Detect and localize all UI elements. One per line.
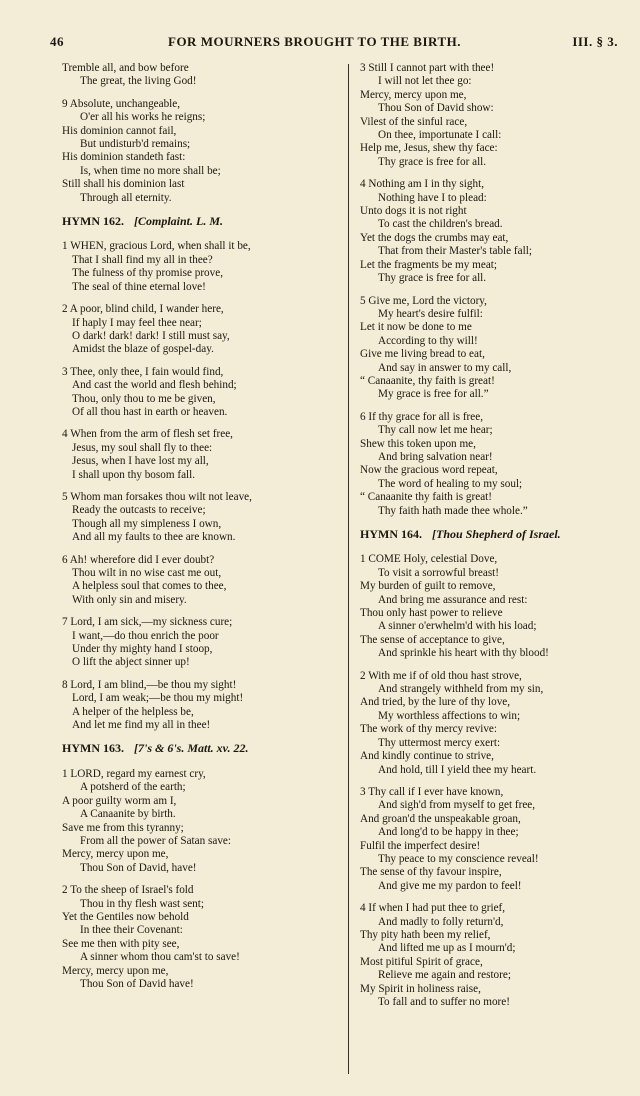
verse-line: Thou Son of David show: xyxy=(378,102,494,115)
verse-line: Thy uttermost mercy exert: xyxy=(378,736,501,749)
hymn-meter: [Thou Shepherd of Israel. xyxy=(432,527,561,541)
verse-line: A helpless soul that comes to thee, xyxy=(72,580,227,593)
verse-line: And give me my pardon to feel! xyxy=(378,879,522,892)
verse-line: Relieve me again and restore; xyxy=(378,969,511,982)
verse-line: The sense of acceptance to give, xyxy=(360,633,505,646)
verse-line: I will not let thee go: xyxy=(378,75,472,88)
verse-line: And hold, till I yield thee my heart. xyxy=(378,763,537,776)
page-number: 46 xyxy=(50,34,64,49)
hymn-stanza xyxy=(62,884,334,991)
hymn-stanza xyxy=(360,411,632,518)
verse-line: Nothing have I to plead: xyxy=(378,191,487,204)
verse-line: 6 If thy grace for all is free, xyxy=(360,410,484,423)
verse-line: Mercy, mercy upon me, xyxy=(62,964,169,977)
verse-line: Under thy mighty hand I stoop, xyxy=(72,643,213,656)
verse-line: O dark! dark! dark! I still must say, xyxy=(72,329,230,342)
verse-line: To cast the children's bread. xyxy=(378,218,503,231)
hymn-heading xyxy=(62,742,334,755)
verse-line: The work of thy mercy revive: xyxy=(360,723,497,736)
verse-line: Thy grace is free for all. xyxy=(378,272,487,285)
verse-line: His dominion standeth fast: xyxy=(62,151,186,164)
verse-line: And madly to folly return'd, xyxy=(378,915,504,928)
verse-line: And sigh'd from myself to get free, xyxy=(378,799,536,812)
verse-line: Thy peace to my conscience reveal! xyxy=(378,852,539,865)
hymn-stanza xyxy=(360,670,632,777)
verse-line: 4 If when I had put thee to grief, xyxy=(360,902,506,915)
hymn-stanza xyxy=(62,428,334,482)
verse-line: My Spirit in holiness raise, xyxy=(360,982,481,995)
hymn-stanza xyxy=(360,786,632,893)
verse-line: The sense of thy favour inspire, xyxy=(360,866,502,879)
verse-line: Fulfil the imperfect desire! xyxy=(360,839,481,852)
verse-line: Though all my simpleness I own, xyxy=(72,517,222,530)
verse-line: 7 Lord, I am sick,—my sickness cure; xyxy=(62,616,233,629)
verse-line: Jesus, when I have lost my all, xyxy=(72,455,209,468)
verse-line: A potsherd of the earth; xyxy=(80,781,186,794)
verse-line: Thou Son of David have! xyxy=(80,977,194,990)
verse-line: From all the power of Satan save: xyxy=(80,834,231,847)
hymn-number: HYMN 162. xyxy=(62,214,124,229)
verse-line: But undisturb'd remains; xyxy=(80,138,191,151)
verse-line: That I shall find my all in thee? xyxy=(72,253,213,266)
verse-line: O lift the abject sinner up! xyxy=(72,656,190,669)
verse-line: 5 Give me, Lord the victory, xyxy=(360,294,487,307)
hymn-stanza xyxy=(62,366,334,420)
hymn-stanza xyxy=(62,616,334,670)
hymn-stanza xyxy=(62,303,334,357)
verse-line: Thou in thy flesh wast sent; xyxy=(80,897,204,910)
verse-line: According to thy will! xyxy=(378,334,478,347)
right-column xyxy=(360,62,632,1018)
running-title: FOR MOURNERS BROUGHT TO THE BIRTH. xyxy=(168,34,461,49)
verse-line: Thy grace is free for all. xyxy=(378,155,487,168)
verse-line: And bring me assurance and rest: xyxy=(378,593,528,606)
hymn-stanza xyxy=(360,178,632,285)
hymn-stanza xyxy=(62,98,334,205)
verse-line: His dominion cannot fail, xyxy=(62,124,177,137)
verse-line: If haply I may feel thee near; xyxy=(72,316,202,329)
verse-line: 2 To the sheep of Israel's fold xyxy=(62,884,194,897)
verse-line: 3 Thy call if I ever have known, xyxy=(360,785,504,798)
verse-line: Unto dogs it is not right xyxy=(360,205,467,218)
verse-line: And groan'd the unspeakable groan, xyxy=(360,812,521,825)
hymn-heading xyxy=(62,215,334,228)
verse-line: 2 With me if of old thou hast strove, xyxy=(360,669,522,682)
verse-line: The word of healing to my soul; xyxy=(378,477,523,490)
verse-line: Jesus, my soul shall fly to thee: xyxy=(72,441,213,454)
hymn-meter: [Complaint. L. M. xyxy=(134,214,224,229)
verse-line: A sinner whom thou cam'st to save! xyxy=(80,951,240,964)
hymn-stanza xyxy=(62,62,334,89)
verse-line: Yet the Gentiles now behold xyxy=(62,910,189,923)
verse-line: Still shall his dominion last xyxy=(62,178,185,191)
section-reference: III. § 3. xyxy=(572,34,618,49)
hymn-stanza xyxy=(62,240,334,294)
verse-line: Vilest of the sinful race, xyxy=(360,115,468,128)
hymn-stanza xyxy=(360,295,632,402)
verse-line: And all my faults to thee are known. xyxy=(72,531,236,544)
verse-line: Through all eternity. xyxy=(80,191,172,204)
verse-line: See me then with pity see, xyxy=(62,937,180,950)
verse-line: To fall and to suffer no more! xyxy=(378,996,510,1008)
verse-line: And let me find my all in thee! xyxy=(72,719,211,732)
verse-line: Is, when time no more shall be; xyxy=(80,164,221,177)
verse-line: A sinner o'erwhelm'd with his load; xyxy=(378,620,537,633)
verse-line: 1 LORD, regard my earnest cry, xyxy=(62,767,206,780)
verse-line: The fulness of thy promise prove, xyxy=(72,267,223,280)
verse-line: 6 Ah! wherefore did I ever doubt? xyxy=(62,553,215,566)
verse-line: Thy call now let me hear; xyxy=(378,424,493,437)
verse-line: Help me, Jesus, shew thy face: xyxy=(360,142,498,155)
hymn-stanza xyxy=(62,679,334,733)
hymn-meter: [7's & 6's. Matt. xv. 22. xyxy=(134,741,249,756)
verse-line: 3 Still I cannot part with thee! xyxy=(360,62,495,74)
verse-line: In thee their Covenant: xyxy=(80,924,183,937)
verse-line: A helper of the helpless be, xyxy=(72,705,194,718)
hymn-stanza xyxy=(360,902,632,1009)
verse-line: Save me from this tyranny; xyxy=(62,821,184,834)
verse-line: Thy pity hath been my relief, xyxy=(360,928,491,941)
hymn-stanza xyxy=(360,553,632,660)
verse-line: Tremble all, and bow before xyxy=(62,62,189,74)
hymn-number: HYMN 164. xyxy=(360,527,422,541)
verse-line: Lord, I am weak;—be thou my might! xyxy=(72,692,244,705)
verse-line: A Canaanite by birth. xyxy=(80,808,176,821)
verse-line: Mercy, mercy upon me, xyxy=(62,848,169,861)
verse-line: Give me living bread to eat, xyxy=(360,348,485,361)
verse-line: My grace is free for all.” xyxy=(378,388,489,401)
hymn-stanza xyxy=(62,491,334,545)
verse-line: Thou, only thou to me be given, xyxy=(72,392,216,405)
verse-line: And bring salvation near! xyxy=(378,450,493,463)
hymn-number: HYMN 163. xyxy=(62,741,124,756)
hymn-stanza xyxy=(62,768,334,875)
page-header xyxy=(50,34,618,54)
verse-line: Let the fragments be my meat; xyxy=(360,258,497,271)
verse-line: I want,—do thou enrich the poor xyxy=(72,629,219,642)
verse-line: To visit a sorrowful breast! xyxy=(378,566,500,579)
verse-line: Mercy, mercy upon me, xyxy=(360,88,467,101)
verse-line: My burden of guilt to remove, xyxy=(360,580,496,593)
verse-line: The seal of thine eternal love! xyxy=(72,280,206,293)
verse-line: My heart's desire fulfil: xyxy=(378,307,483,320)
verse-line: And say in answer to my call, xyxy=(378,361,512,374)
verse-line: A poor guilty worm am I, xyxy=(62,794,177,807)
verse-line: That from their Master's table fall; xyxy=(378,245,532,258)
verse-line: Thou only hast power to relieve xyxy=(360,607,503,620)
verse-line: Thy faith hath made thee whole.” xyxy=(378,504,528,517)
verse-line: Of all thou hast in earth or heaven. xyxy=(72,405,228,418)
verse-line: The great, the living God! xyxy=(80,75,197,88)
verse-line: And long'd to be happy in thee; xyxy=(378,826,519,839)
verse-line: Most pitiful Spirit of grace, xyxy=(360,955,483,968)
verse-line: 4 Nothing am I in thy sight, xyxy=(360,178,484,191)
verse-line: 1 WHEN, gracious Lord, when shall it be, xyxy=(62,240,251,253)
verse-line: I shall upon thy bosom fall. xyxy=(72,468,196,481)
verse-line: 2 A poor, blind child, I wander here, xyxy=(62,303,224,316)
verse-line: And kindly continue to strive, xyxy=(360,750,494,763)
verse-line: Now the gracious word repeat, xyxy=(360,464,498,477)
verse-line: 8 Lord, I am blind,—be thou my sight! xyxy=(62,678,237,691)
verse-line: 5 Whom man forsakes thou wilt not leave, xyxy=(62,490,252,503)
verse-line: “ Canaanite, thy faith is great! xyxy=(360,374,495,387)
verse-line: Thou wilt in no wise cast me out, xyxy=(72,567,222,579)
verse-line: Thou Son of David, have! xyxy=(80,861,197,874)
verse-line: 4 When from the arm of flesh set free, xyxy=(62,428,233,441)
verse-line: And cast the world and flesh behind; xyxy=(72,379,237,392)
verse-line: O'er all his works he reigns; xyxy=(80,111,206,124)
verse-line: With only sin and misery. xyxy=(72,593,187,606)
verse-line: Shew this token upon me, xyxy=(360,437,476,450)
hymn-stanza xyxy=(62,554,334,608)
verse-line: On thee, importunate I call: xyxy=(378,129,502,142)
hymn-heading xyxy=(360,528,632,541)
column-divider xyxy=(348,64,349,1074)
verse-line: And sprinkle his heart with thy blood! xyxy=(378,647,549,660)
verse-line: 3 Thee, only thee, I fain would find, xyxy=(62,365,224,378)
verse-line: Ready the outcasts to receive; xyxy=(72,504,206,517)
verse-line: And lifted me up as I mourn'd; xyxy=(378,942,516,955)
left-column xyxy=(62,62,334,1000)
verse-line: And strangely withheld from my sin, xyxy=(378,683,544,696)
verse-line: 1 COME Holy, celestial Dove, xyxy=(360,553,498,566)
verse-line: And tried, by the lure of thy love, xyxy=(360,696,511,709)
verse-line: Let it now be done to me xyxy=(360,321,472,334)
hymn-stanza xyxy=(360,62,632,169)
verse-line: Amidst the blaze of gospel-day. xyxy=(72,343,214,356)
verse-line: Yet the dogs the crumbs may eat, xyxy=(360,231,509,244)
verse-line: “ Canaanite thy faith is great! xyxy=(360,491,493,504)
verse-line: 9 Absolute, unchangeable, xyxy=(62,97,181,110)
verse-line: My worthless affections to win; xyxy=(378,709,521,722)
